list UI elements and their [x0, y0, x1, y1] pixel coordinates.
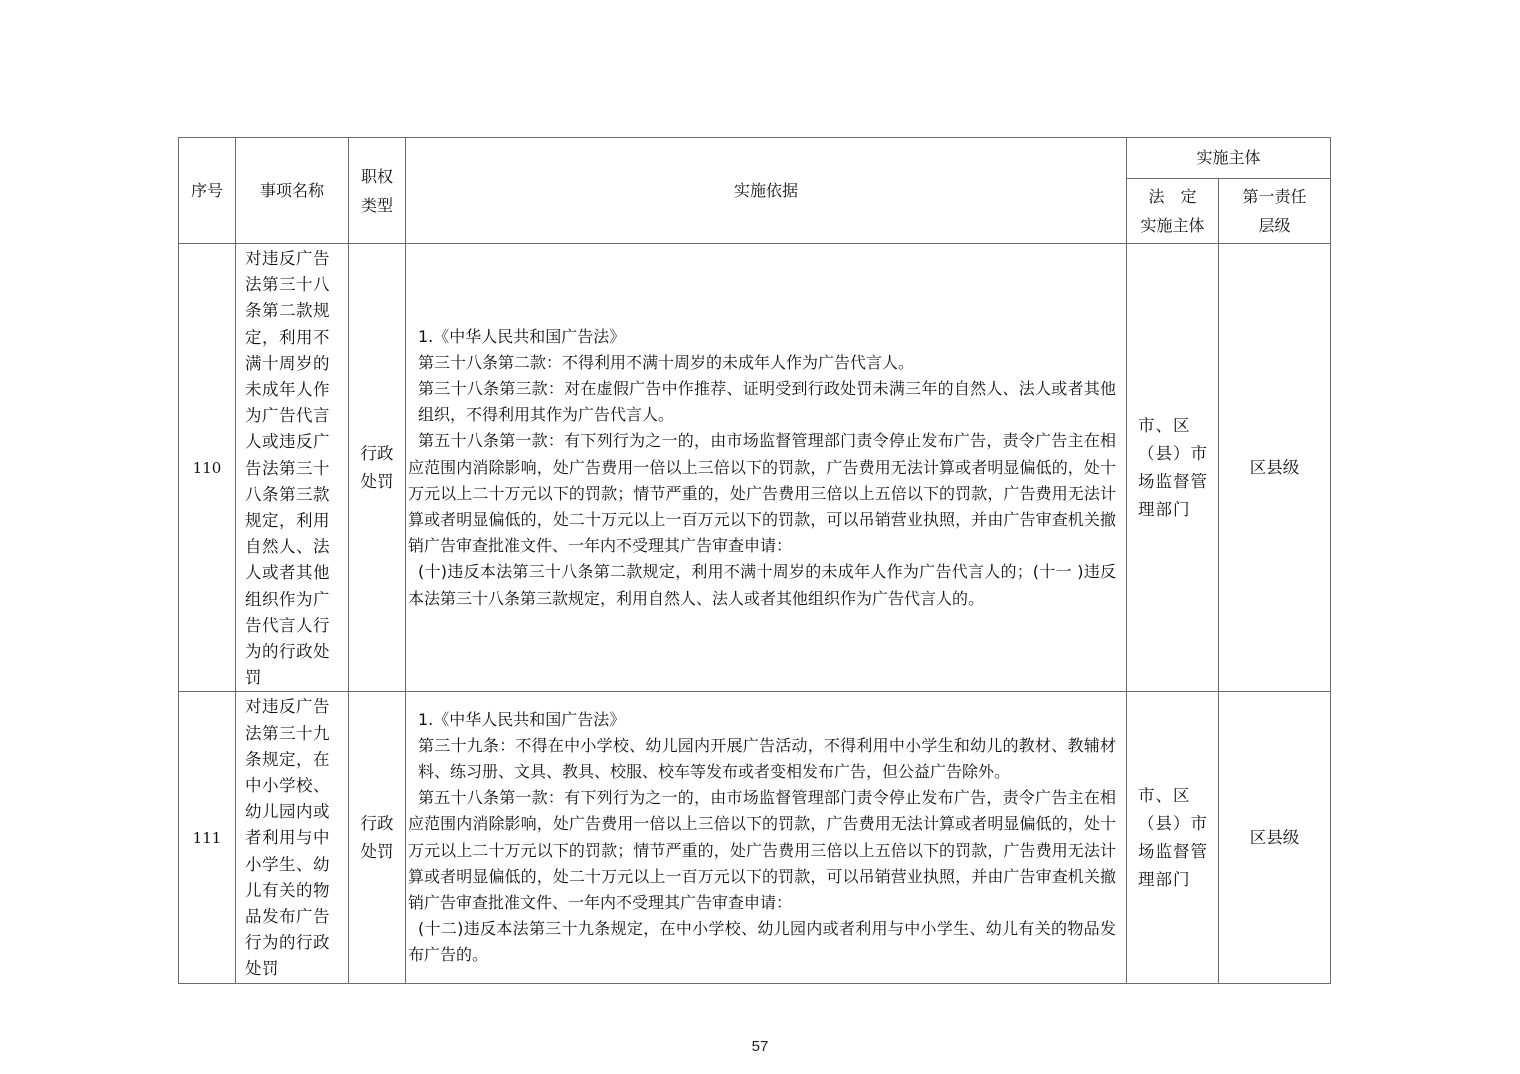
header-basis: 实施依据 — [406, 138, 1127, 244]
header-power-type: 职权 类型 — [349, 138, 406, 244]
header-legal-subject: 法 定 实施主体 — [1127, 179, 1219, 244]
page-number: 57 — [751, 1038, 769, 1055]
table-row — [179, 692, 1331, 983]
row-basis — [406, 692, 1127, 983]
regulation-table — [178, 137, 1331, 984]
basis-line: 第三十九条：不得在中小学校、幼儿园内开展广告活动，不得利用中小学生和幼儿的教材、教辅材料、练习册、文具、教具、校服、校车等发布或者变相发布广告，但公益广告除外。 — [418, 735, 1116, 781]
row-power-type: 行政 处罚 — [349, 692, 406, 983]
row-seq: 110 — [179, 244, 236, 692]
row-item-name: 对违反广告法第三十八条第二款规定，利用不满十周岁的未成年人作为广告代言人或违反广告法第三十八条第三款规定，利用自然人、法人或者其他组织作为广告代言人行为的行政处罚 — [236, 244, 349, 692]
row-power-type: 行政 处罚 — [349, 244, 406, 692]
basis-line: 第五十八条第一款：有下列行为之一的，由市场监督管理部门责令停止发布广告，责令广告主在相应范围内消除影响，处广告费用一倍以上三倍以下的罚款，广告费用无法计算或者明显偏低的，处十万元以上二十万元以下的罚款；情节严重的，处广告费用三倍以上五倍以下的罚款，广告费用无法计算或者明显偏低的，处二十万元以上一百万元以下的罚款，可以吊销营业执照，并由广告审查机关撤销广告审查批准文件、一年内不受理其广告审查申请： — [408, 788, 1116, 912]
basis-law-title: 1.《中华人民共和国广告法》 — [418, 326, 626, 346]
table-row — [179, 244, 1331, 692]
row-item-name: 对违反广告法第三十九条规定，在中小学校、幼儿园内或者利用与中小学生、幼儿有关的物品发布广告行为的行政处罚 — [236, 692, 349, 983]
basis-line: 第三十八条第二款：不得利用不满十周岁的未成年人作为广告代言人。 — [418, 352, 915, 372]
basis-line: (十二)违反本法第三十九条规定，在中小学校、幼儿园内或者利用与中小学生、幼儿有关的物品发布广告的。 — [408, 919, 1116, 965]
header-subject-group: 实施主体 — [1127, 138, 1331, 179]
basis-line: 第三十八条第三款：对在虚假广告中作推荐、证明受到行政处罚未满三年的自然人、法人或者其他组织，不得利用其作为广告代言人。 — [418, 379, 1116, 425]
row-first-level: 区县级 — [1219, 692, 1331, 983]
basis-line: 第五十八条第一款：有下列行为之一的，由市场监督管理部门责令停止发布广告，责令广告主在相应范围内消除影响，处广告费用一倍以上三倍以下的罚款，广告费用无法计算或者明显偏低的，处十万元以上二十万元以下的罚款；情节严重的，处广告费用三倍以上五倍以下的罚款，广告费用无法计算或者明显偏低的，处二十万元以上一百万元以下的罚款，可以吊销营业执照，并由广告审查机关撤销广告审查批准文件、一年内不受理其广告审查申请： — [408, 431, 1116, 556]
basis-line: (十)违反本法第三十八条第二款规定，利用不满十周岁的未成年人作为广告代言人的；(十一 )违反本法第三十八条第三款规定，利用自然人、法人或者其他组织作为广告代言人的。 — [408, 562, 1116, 608]
header-first-level: 第一责任 层级 — [1219, 179, 1331, 244]
row-basis — [406, 244, 1127, 692]
row-legal-subject: 市、区（县）市场监督管理部门 — [1127, 244, 1219, 692]
row-seq: 111 — [179, 692, 236, 983]
row-first-level: 区县级 — [1219, 244, 1331, 692]
row-legal-subject: 市、区（县）市场监督管理部门 — [1127, 692, 1219, 983]
header-item-name: 事项名称 — [236, 138, 349, 244]
basis-law-title: 1.《中华人民共和国广告法》 — [418, 709, 626, 729]
header-seq: 序号 — [179, 138, 236, 244]
regulation-table-container — [178, 137, 1330, 984]
